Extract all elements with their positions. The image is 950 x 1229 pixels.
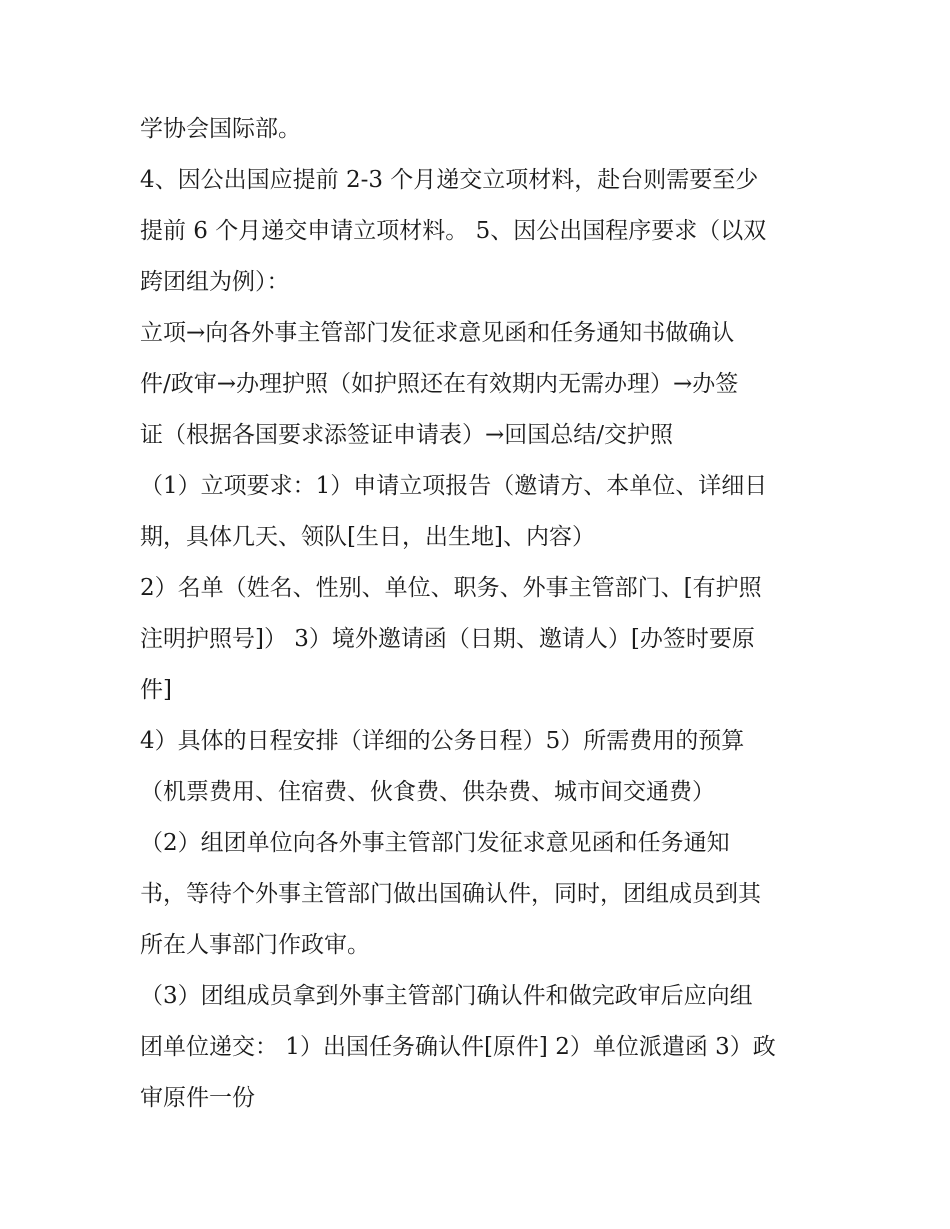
text-line: 2）名单（姓名、性别、单位、职务、外事主管部门、[有护照 — [140, 575, 762, 601]
text-line: 件] — [140, 677, 172, 703]
text-line: 书，等待个外事主管部门做出国确认件，同时，团组成员到其 — [140, 881, 761, 907]
text-line: 证（根据各国要求添签证申请表）→回国总结/交护照 — [140, 422, 674, 448]
text-line: 立项→向各外事主管部门发征求意见函和任务通知书做确认 — [140, 320, 735, 346]
text-line: 审原件一份 — [140, 1085, 255, 1111]
text-line: 提前 6 个月递交申请立项材料。 5、因公出国程序要求（以双 — [140, 218, 767, 244]
text-line: 所在人事部门作政审。 — [140, 932, 370, 958]
text-line: 件/政审→办理护照（如护照还在有效期内无需办理）→办签 — [140, 371, 739, 397]
text-line: 4）具体的日程安排（详细的公务日程）5）所需费用的预算 — [140, 728, 745, 754]
text-line: （2）组团单位向各外事主管部门发征求意见函和任务通知 — [140, 830, 730, 856]
text-line: 4、因公出国应提前 2-3 个月递交立项材料，赴台则需要至少 — [140, 167, 759, 193]
text-line: 注明护照号]） 3）境外邀请函（日期、邀请人）[办签时要原 — [140, 626, 755, 652]
text-line: 团单位递交： 1）出国任务确认件[原件] 2）单位派遣函 3）政 — [140, 1034, 776, 1060]
text-line: 跨团组为例）： — [140, 269, 290, 295]
text-line: （1）立项要求：1）申请立项报告（邀请方、本单位、详细日 — [140, 473, 768, 499]
text-line: （3）团组成员拿到外事主管部门确认件和做完政审后应向组 — [140, 983, 753, 1009]
text-line: 学协会国际部。 — [140, 116, 301, 142]
text-line: 期，具体几天、领队[生日，出生地]、内容） — [140, 524, 595, 550]
text-line: （机票费用、住宿费、伙食费、供杂费、城市间交通费） — [140, 779, 715, 805]
document-body — [140, 104, 820, 1124]
